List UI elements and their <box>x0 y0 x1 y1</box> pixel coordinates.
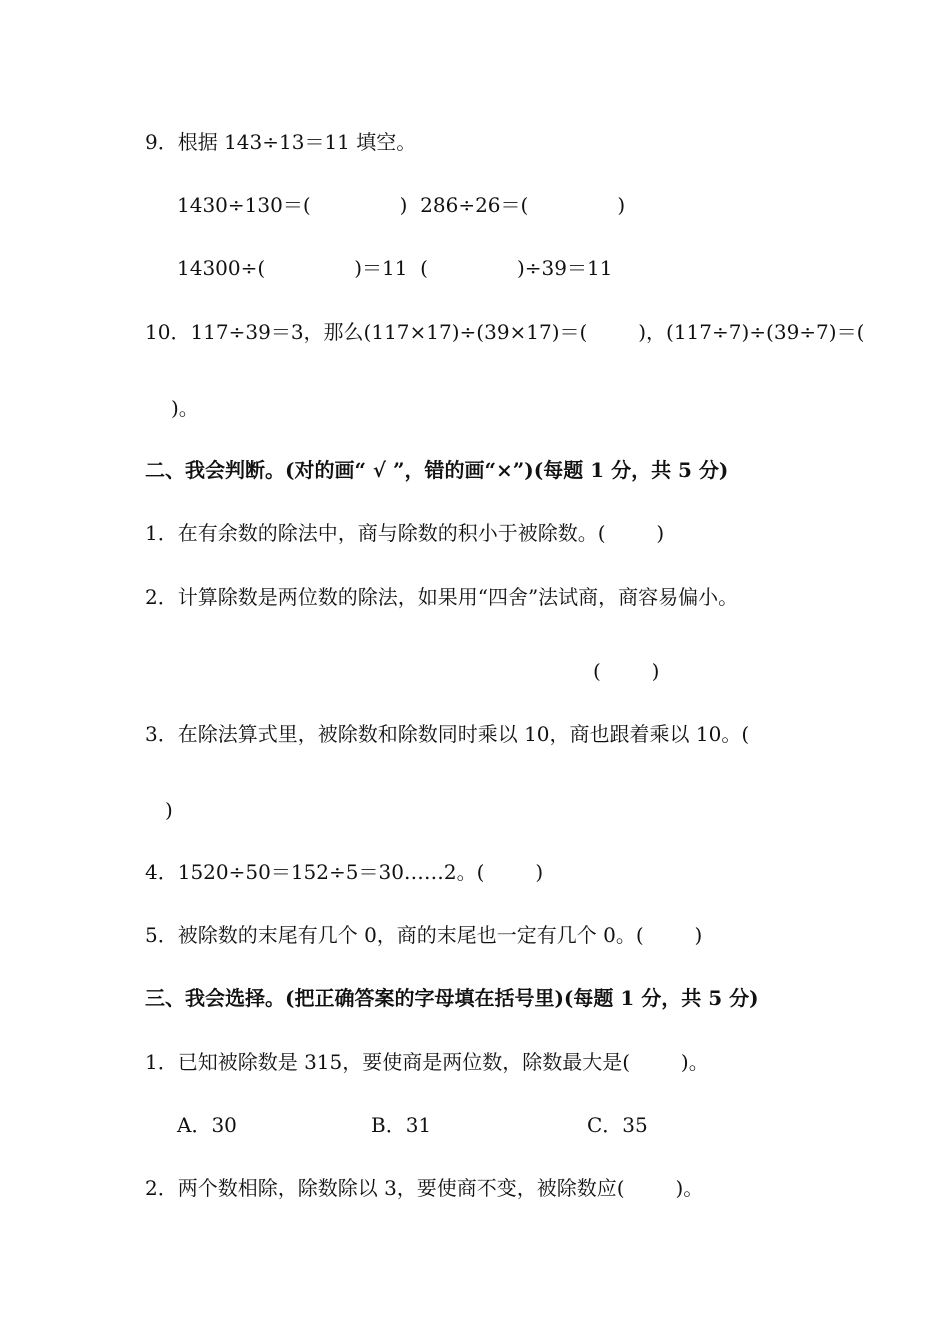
section-2-title: 二、我会判断。(对的画“ √ ”，错的画“×”)(每题 1 分，共 5 分) <box>145 458 729 482</box>
judge-item-3-answer-paren: ) <box>165 798 173 822</box>
question-9-title: 9．根据 143÷13＝11 填空。 <box>145 130 417 154</box>
judge-item-1: 1．在有余数的除法中，商与除数的积小于被除数。( ) <box>145 521 665 545</box>
question-9-row-2: 14300÷( )＝11 ( )÷39＝11 <box>177 256 613 280</box>
choice-item-1: 1．已知被除数是 315，要使商是两位数，除数最大是( )。 <box>145 1050 709 1074</box>
choice-1-option-c: C．35 <box>587 1113 648 1137</box>
choice-item-2: 2．两个数相除，除数除以 3，要使商不变，被除数应( )。 <box>145 1176 704 1200</box>
choice-1-option-a: A．30 <box>177 1113 237 1137</box>
section-3-title: 三、我会选择。(把正确答案的字母填在括号里)(每题 1 分，共 5 分) <box>145 986 759 1010</box>
judge-item-5: 5．被除数的末尾有几个 0，商的末尾也一定有几个 0。( ) <box>145 923 703 947</box>
judge-item-3: 3．在除法算式里，被除数和除数同时乘以 10，商也跟着乘以 10。( <box>145 722 750 746</box>
question-9-row-1: 1430÷130＝( ) 286÷26＝( ) <box>177 193 626 217</box>
judge-item-2: 2．计算除数是两位数的除法，如果用“四舍”法试商，商容易偏小。 <box>145 585 739 609</box>
question-10-line-1: 10．117÷39＝3，那么(117×17)÷(39×17)＝( )，(117÷7)÷(39÷7)＝( <box>145 320 865 344</box>
judge-item-4: 4．1520÷50＝152÷5＝30……2。( ) <box>145 860 544 884</box>
choice-1-option-b: B．31 <box>371 1113 432 1137</box>
question-10-line-2: )。 <box>171 396 199 420</box>
judge-item-2-answer-paren: ( ) <box>593 659 660 683</box>
